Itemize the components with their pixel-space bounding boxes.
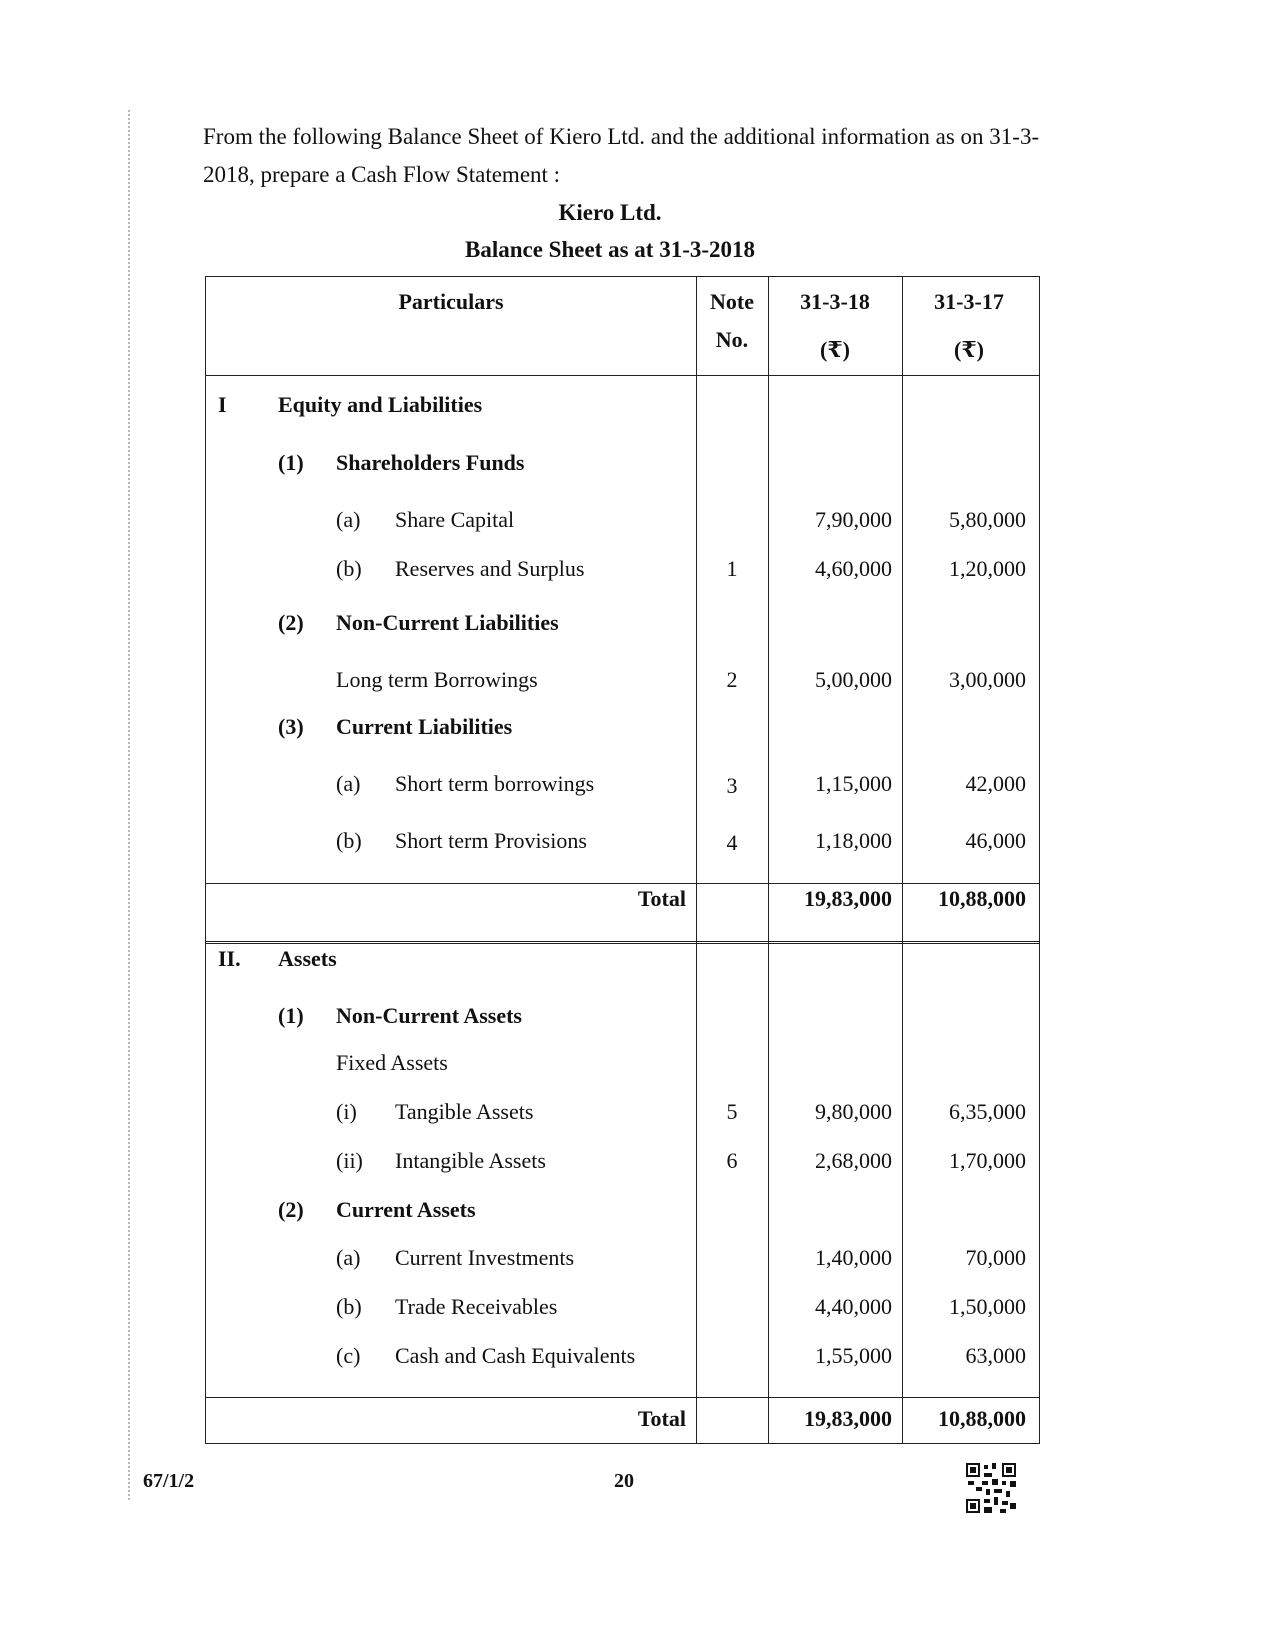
paper-code: 67/1/2	[143, 1470, 195, 1492]
balance-sheet-title: Balance Sheet as at 31-3-2018	[464, 237, 756, 262]
item-label: (a)	[336, 1245, 361, 1270]
item-label: (b)	[336, 828, 362, 853]
item-value-2017: 5,80,000	[949, 507, 1026, 532]
item-value-2017: 42,000	[965, 771, 1026, 796]
item-note: 1	[726, 556, 738, 581]
item-value-2018: 7,90,000	[815, 507, 892, 532]
item-value-2018: 1,18,000	[815, 828, 892, 853]
item-value-2017: 46,000	[965, 828, 1026, 853]
group-title: Non-Current Assets	[336, 1003, 522, 1028]
item-value-2017: 63,000	[965, 1343, 1026, 1368]
col-divider-note	[696, 277, 697, 1443]
header-note-line1: Note	[710, 289, 754, 314]
item-name: Share Capital	[395, 507, 515, 532]
item-value-2018: 5,00,000	[815, 667, 892, 692]
item-value-2017: 1,70,000	[949, 1148, 1026, 1173]
total-label: Total	[637, 886, 686, 911]
item-label: (ii)	[336, 1148, 363, 1173]
total-top-line-2	[206, 1397, 1039, 1398]
item-name: Trade Receivables	[395, 1294, 558, 1319]
item-value-2017: 70,000	[965, 1245, 1026, 1270]
balance-sheet-table	[205, 276, 1040, 1444]
item-note: 5	[726, 1099, 738, 1124]
item-value-2017: 1,50,000	[949, 1294, 1026, 1319]
total-label: Total	[637, 1406, 686, 1431]
item-value-2017: 3,00,000	[949, 667, 1026, 692]
total-top-line	[206, 883, 1039, 884]
item-value-2018: 2,68,000	[815, 1148, 892, 1173]
header-note-line2: No.	[715, 327, 749, 352]
group-label: (3)	[278, 714, 304, 739]
item-value-2017: 1,20,000	[949, 556, 1026, 581]
item-note: 4	[726, 830, 738, 855]
header-divider	[206, 375, 1039, 376]
item-value-2018: 1,15,000	[815, 771, 892, 796]
section-title: Equity and Liabilities	[278, 392, 483, 417]
group-label: (2)	[278, 610, 304, 635]
group-title: Current Assets	[336, 1197, 476, 1222]
item-value-2017: 6,35,000	[949, 1099, 1026, 1124]
item-value-2018: 9,80,000	[815, 1099, 892, 1124]
question-text: From the following Balance Sheet of Kiero Ltd. and the additional information as on 31-3-2018, prepare a Cash Flow Statement :	[203, 124, 1040, 187]
group-label: (2)	[278, 1197, 304, 1222]
total-value-2017: 10,88,000	[938, 1406, 1026, 1431]
item-note: 6	[726, 1148, 738, 1173]
total-value-2018: 19,83,000	[804, 886, 892, 911]
qr-code-icon	[966, 1463, 1016, 1513]
header-col2-currency: (₹)	[954, 337, 984, 362]
group-subtitle: Fixed Assets	[336, 1050, 448, 1075]
item-name: Reserves and Surplus	[395, 556, 585, 581]
header-col1-currency: (₹)	[820, 337, 850, 362]
item-label: (a)	[336, 771, 361, 796]
item-note: 3	[726, 773, 738, 798]
page-number: 20	[614, 1470, 634, 1492]
item-label: (c)	[336, 1343, 361, 1368]
section-title: Assets	[278, 946, 337, 971]
item-name: Tangible Assets	[395, 1099, 534, 1124]
item-name: Short term borrowings	[395, 771, 595, 796]
group-title: Shareholders Funds	[336, 450, 525, 475]
item-name: Current Investments	[395, 1245, 575, 1270]
item-label: (a)	[336, 507, 361, 532]
item-label: (i)	[336, 1099, 357, 1124]
item-name: Intangible Assets	[395, 1148, 546, 1173]
total-value-2018: 19,83,000	[804, 1406, 892, 1431]
group-title: Non-Current Liabilities	[336, 610, 559, 635]
item-name: Short term Provisions	[395, 828, 587, 853]
item-label: (b)	[336, 556, 362, 581]
margin-dotted-line	[128, 110, 130, 1500]
group-label: (1)	[278, 1003, 304, 1028]
item-value-2018: 4,60,000	[815, 556, 892, 581]
header-particulars: Particulars	[398, 289, 504, 314]
company-name: Kiero Ltd.	[558, 200, 662, 225]
section-divider	[206, 941, 1039, 944]
section-numeral: I	[218, 392, 227, 417]
item-label: (b)	[336, 1294, 362, 1319]
item-name: Cash and Cash Equivalents	[395, 1343, 636, 1368]
group-title: Current Liabilities	[336, 714, 513, 739]
item-note: 2	[726, 667, 738, 692]
header-col1-date: 31-3-18	[800, 289, 870, 314]
item-name: Long term Borrowings	[336, 667, 538, 692]
group-label: (1)	[278, 450, 304, 475]
total-value-2017: 10,88,000	[938, 886, 1026, 911]
item-value-2018: 1,40,000	[815, 1245, 892, 1270]
item-value-2018: 1,55,000	[815, 1343, 892, 1368]
section-numeral: II.	[218, 946, 241, 971]
header-col2-date: 31-3-17	[934, 289, 1004, 314]
item-value-2018: 4,40,000	[815, 1294, 892, 1319]
